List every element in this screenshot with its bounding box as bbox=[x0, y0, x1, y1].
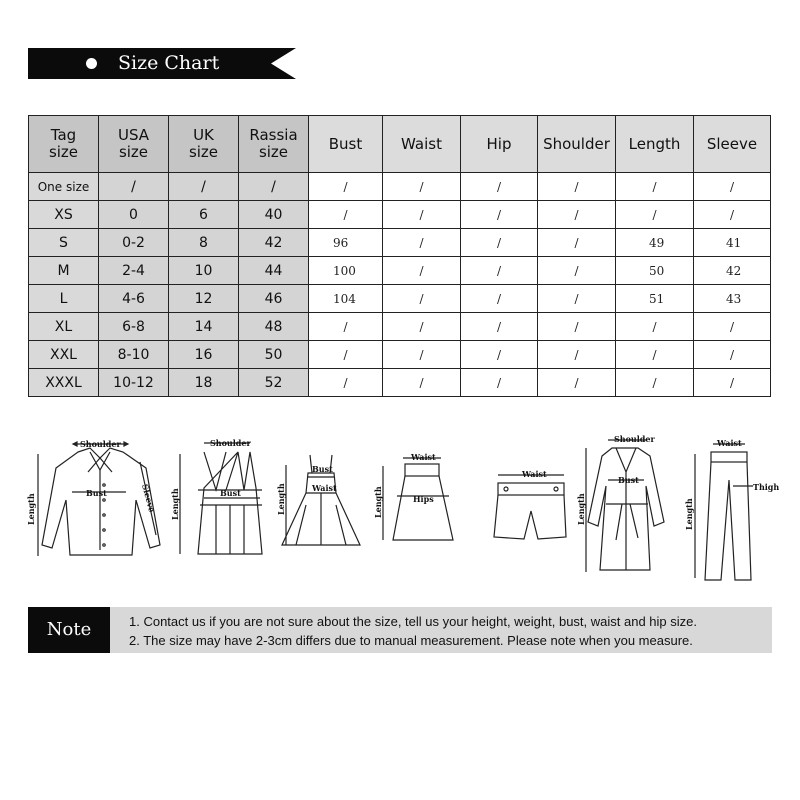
header-uk-size: UK size bbox=[169, 116, 239, 173]
header-bust: Bust bbox=[309, 116, 383, 173]
cell-shoulder: / bbox=[538, 369, 616, 397]
header-tag-size: Tag size bbox=[29, 116, 99, 173]
cell-waist: / bbox=[383, 257, 461, 285]
size-chart-banner bbox=[28, 48, 296, 79]
cell-bust: / bbox=[309, 201, 383, 229]
tank-shoulder-label: Shoulder bbox=[210, 438, 251, 448]
cell-tag: M bbox=[29, 257, 99, 285]
tank-bust-label: Bust bbox=[220, 488, 241, 498]
cell-bust: 100 bbox=[309, 257, 383, 285]
header-length: Length bbox=[616, 116, 694, 173]
cell-shoulder: / bbox=[538, 201, 616, 229]
blouse-bust-label: Bust bbox=[86, 488, 107, 498]
cell-bust: / bbox=[309, 341, 383, 369]
pants-waist-label: Waist bbox=[717, 438, 742, 448]
cell-russia: 50 bbox=[239, 341, 309, 369]
header-sleeve: Sleeve bbox=[694, 116, 771, 173]
note-line-1: 1. Contact us if you are not sure about the size, tell us your height, weight, bust, waist and hip size. bbox=[129, 614, 697, 629]
dress-bust-label: Bust bbox=[312, 464, 333, 474]
cell-shoulder: / bbox=[538, 313, 616, 341]
cell-uk: / bbox=[169, 173, 239, 201]
cell-russia: 42 bbox=[239, 229, 309, 257]
skirt-diagram bbox=[373, 450, 468, 550]
cell-waist: / bbox=[383, 285, 461, 313]
cell-hip: / bbox=[461, 173, 538, 201]
cell-hip: / bbox=[461, 229, 538, 257]
note-label: Note bbox=[28, 607, 110, 653]
table-body bbox=[29, 173, 771, 397]
shorts-waist-label: Waist bbox=[522, 469, 547, 479]
cell-length: 49 bbox=[616, 229, 694, 257]
dress-waist-label: Waist bbox=[312, 483, 337, 493]
cell-russia: 40 bbox=[239, 201, 309, 229]
coat-shoulder-label: Shoulder bbox=[614, 434, 655, 444]
cell-waist: / bbox=[383, 229, 461, 257]
skirt-length-label: Length bbox=[373, 486, 383, 518]
cell-bust: / bbox=[309, 313, 383, 341]
blouse-length-label: Length bbox=[26, 493, 36, 525]
cell-hip: / bbox=[461, 201, 538, 229]
cell-tag: One size bbox=[29, 173, 99, 201]
cell-usa: 10-12 bbox=[99, 369, 169, 397]
cell-uk: 12 bbox=[169, 285, 239, 313]
cell-sleeve: / bbox=[694, 313, 771, 341]
measurement-diagrams bbox=[26, 425, 780, 590]
cell-length: / bbox=[616, 173, 694, 201]
cell-waist: / bbox=[383, 173, 461, 201]
cell-sleeve: / bbox=[694, 201, 771, 229]
tank-length-label: Length bbox=[170, 488, 180, 520]
banner-title: Size Chart bbox=[118, 52, 220, 74]
cell-tag: XS bbox=[29, 201, 99, 229]
bullet-icon bbox=[86, 58, 97, 69]
cell-sleeve: / bbox=[694, 173, 771, 201]
blouse-shoulder-label: Shoulder bbox=[80, 439, 121, 449]
header-russia-size: Rassia size bbox=[239, 116, 309, 173]
cell-hip: / bbox=[461, 313, 538, 341]
cell-length: 50 bbox=[616, 257, 694, 285]
skirt-hips-label: Hips bbox=[413, 494, 434, 504]
cell-length: 51 bbox=[616, 285, 694, 313]
header-usa-size: USA size bbox=[99, 116, 169, 173]
cell-shoulder: / bbox=[538, 173, 616, 201]
table-row bbox=[29, 369, 771, 397]
cell-hip: / bbox=[461, 341, 538, 369]
header-hip: Hip bbox=[461, 116, 538, 173]
cell-tag: XXXL bbox=[29, 369, 99, 397]
coat-length-label: Length bbox=[576, 493, 586, 525]
cell-usa: 2-4 bbox=[99, 257, 169, 285]
cell-russia: 46 bbox=[239, 285, 309, 313]
cell-usa: 0 bbox=[99, 201, 169, 229]
blouse-diagram bbox=[28, 430, 163, 565]
shorts-diagram bbox=[486, 465, 576, 545]
cell-uk: 6 bbox=[169, 201, 239, 229]
header-shoulder: Shoulder bbox=[538, 116, 616, 173]
cell-usa: / bbox=[99, 173, 169, 201]
cell-length: / bbox=[616, 341, 694, 369]
cell-usa: 6-8 bbox=[99, 313, 169, 341]
cell-russia: 44 bbox=[239, 257, 309, 285]
cell-sleeve: 42 bbox=[694, 257, 771, 285]
cell-uk: 18 bbox=[169, 369, 239, 397]
pants-thigh-label: Thigh bbox=[753, 482, 780, 492]
cell-waist: / bbox=[383, 313, 461, 341]
table-row bbox=[29, 229, 771, 257]
cell-uk: 14 bbox=[169, 313, 239, 341]
cell-sleeve: 43 bbox=[694, 285, 771, 313]
coat-bust-label: Bust bbox=[618, 475, 639, 485]
cell-hip: / bbox=[461, 285, 538, 313]
cell-usa: 8-10 bbox=[99, 341, 169, 369]
size-table bbox=[28, 115, 771, 397]
cell-tag: XXL bbox=[29, 341, 99, 369]
note-line-2: 2. The size may have 2-3cm differs due to manual measurement. Please note when you measure. bbox=[129, 633, 693, 648]
cell-russia: 48 bbox=[239, 313, 309, 341]
table-row bbox=[29, 313, 771, 341]
table-row bbox=[29, 173, 771, 201]
table-row bbox=[29, 285, 771, 313]
cell-waist: / bbox=[383, 341, 461, 369]
coat-diagram bbox=[578, 430, 673, 585]
cell-uk: 8 bbox=[169, 229, 239, 257]
dress-length-label: Length bbox=[276, 483, 286, 515]
cell-tag: L bbox=[29, 285, 99, 313]
tank-diagram bbox=[168, 430, 268, 565]
dress-diagram bbox=[276, 445, 366, 560]
cell-length: / bbox=[616, 313, 694, 341]
table-header-row bbox=[29, 116, 771, 173]
cell-length: / bbox=[616, 369, 694, 397]
note-box bbox=[28, 607, 772, 653]
cell-bust: 104 bbox=[309, 285, 383, 313]
cell-bust: / bbox=[309, 173, 383, 201]
cell-shoulder: / bbox=[538, 257, 616, 285]
pants-diagram bbox=[683, 430, 780, 580]
header-waist: Waist bbox=[383, 116, 461, 173]
cell-bust: 96 bbox=[309, 229, 383, 257]
skirt-waist-label: Waist bbox=[411, 452, 436, 462]
cell-hip: / bbox=[461, 257, 538, 285]
cell-bust: / bbox=[309, 369, 383, 397]
cell-tag: XL bbox=[29, 313, 99, 341]
cell-usa: 0-2 bbox=[99, 229, 169, 257]
cell-shoulder: / bbox=[538, 229, 616, 257]
cell-shoulder: / bbox=[538, 285, 616, 313]
cell-uk: 10 bbox=[169, 257, 239, 285]
cell-tag: S bbox=[29, 229, 99, 257]
cell-sleeve: / bbox=[694, 369, 771, 397]
table-row bbox=[29, 201, 771, 229]
pants-length-label: Length bbox=[684, 498, 694, 530]
blouse-sleeve-label: Sleeve bbox=[140, 482, 158, 514]
cell-usa: 4-6 bbox=[99, 285, 169, 313]
table-row bbox=[29, 341, 771, 369]
cell-waist: / bbox=[383, 201, 461, 229]
cell-hip: / bbox=[461, 369, 538, 397]
cell-russia: / bbox=[239, 173, 309, 201]
table-row bbox=[29, 257, 771, 285]
cell-waist: / bbox=[383, 369, 461, 397]
cell-sleeve: 41 bbox=[694, 229, 771, 257]
cell-shoulder: / bbox=[538, 341, 616, 369]
cell-uk: 16 bbox=[169, 341, 239, 369]
cell-russia: 52 bbox=[239, 369, 309, 397]
cell-length: / bbox=[616, 201, 694, 229]
cell-sleeve: / bbox=[694, 341, 771, 369]
